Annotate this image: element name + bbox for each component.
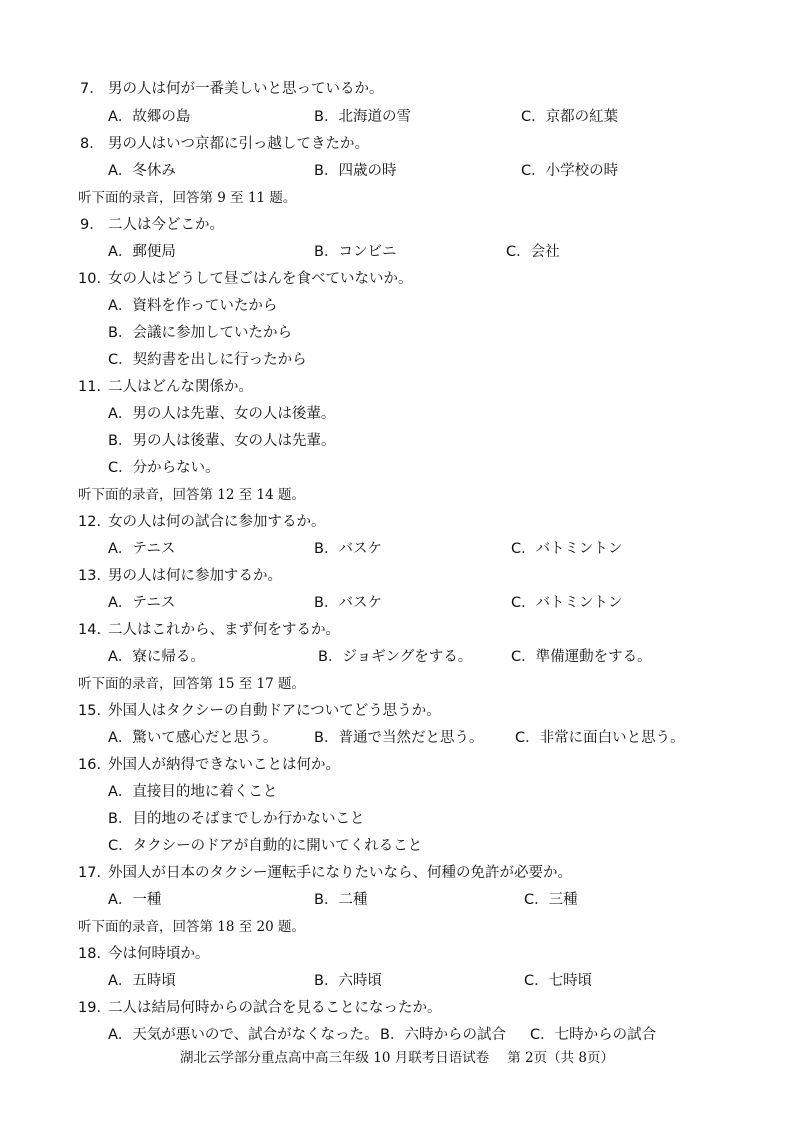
question-number: 12. <box>78 514 102 530</box>
option-a: A．直接目的地に着くこと <box>108 784 278 800</box>
question-text: 男の人は何が一番美しいと思っているか。 <box>108 81 384 97</box>
question-text: 今は何時頃か。 <box>108 946 210 962</box>
option-b: B．二種 <box>314 892 368 908</box>
option-c: C．分からない。 <box>108 460 220 476</box>
option-b: B．六時からの試合 <box>380 1027 506 1043</box>
option-c: C．準備運動をする。 <box>511 649 652 665</box>
question-number: 9． <box>80 217 104 233</box>
option-c: C．七時からの試合 <box>530 1027 657 1043</box>
question-number: 16. <box>78 757 102 773</box>
question-number: 10. <box>78 271 102 287</box>
question-number: 18. <box>78 946 102 962</box>
option-a: A．冬休み <box>108 163 176 179</box>
option-a: A．テニス <box>108 595 176 611</box>
listening-instruction: 听下面的录音，回答第 15 至 17 题。 <box>78 676 306 692</box>
option-b: B．六時頃 <box>314 973 382 989</box>
question-text: 外国人が日本のタクシー運転手になりたいなら、何種の免許が必要か。 <box>108 865 572 881</box>
option-a: A．天気が悪いので、試合がなくなった。 <box>108 1027 379 1043</box>
question-text: 二人はどんな関係か。 <box>108 379 253 395</box>
option-a: A．テニス <box>108 541 176 557</box>
option-a: A．五時頃 <box>108 973 176 989</box>
option-b: B．男の人は後輩、女の人は先輩。 <box>108 433 336 449</box>
option-c: C．契約書を出しに行ったから <box>108 352 307 368</box>
option-b: B．四歳の時 <box>314 163 397 179</box>
option-a: A．故郷の島 <box>108 109 191 125</box>
option-a: A．驚いて感心だと思う。 <box>108 730 278 746</box>
option-c: C．非常に面白いと思う。 <box>515 730 685 746</box>
option-b: B．ジョギングをする。 <box>318 649 473 665</box>
option-b: B．バスケ <box>314 595 382 611</box>
question-number: 7． <box>80 81 104 97</box>
listening-instruction: 听下面的录音，回答第 18 至 20 题。 <box>78 919 306 935</box>
question-text: 二人は今どこか。 <box>108 217 224 233</box>
option-c: C．京都の紅葉 <box>521 109 619 125</box>
option-c: C．小学校の時 <box>521 163 619 179</box>
option-c: C．三種 <box>524 892 578 908</box>
question-number: 19. <box>78 1000 102 1016</box>
question-text: 男の人はいつ京都に引っ越してきたか。 <box>108 136 369 152</box>
footer-title: 湖北云学部分重点高中高三年级 10 月联考日语试卷 <box>179 1050 490 1066</box>
page-footer <box>0 1046 794 1066</box>
option-b: B．北海道の雪 <box>314 109 411 125</box>
option-c: C．会社 <box>506 244 560 260</box>
footer-page-number: 第 2页（共 8页） <box>507 1050 615 1066</box>
option-a: A．寮に帰る。 <box>108 649 205 665</box>
option-c: C．バトミントン <box>511 595 623 611</box>
option-a: A．資料を作っていたから <box>108 298 278 314</box>
question-number: 14. <box>78 622 102 638</box>
question-number: 15. <box>78 703 102 719</box>
question-text: 二人はこれから、まず何をするか。 <box>108 622 340 638</box>
option-a: A．郵便局 <box>108 244 176 260</box>
listening-instruction: 听下面的录音，回答第 12 至 14 题。 <box>78 487 306 503</box>
option-c: C．バトミントン <box>511 541 623 557</box>
question-number: 17. <box>78 865 102 881</box>
option-b: B．会議に参加していたから <box>108 325 292 341</box>
listening-instruction: 听下面的录音，回答第 9 至 11 题。 <box>78 190 297 206</box>
question-text: 男の人は何に参加するか。 <box>108 568 282 584</box>
question-text: 二人は結局何時からの試合を見ることになったか。 <box>108 1000 442 1016</box>
question-text: 外国人はタクシーの自動ドアについてどう思うか。 <box>108 703 441 719</box>
question-number: 11. <box>78 379 102 395</box>
option-b: B．普通で当然だと思う。 <box>314 730 484 746</box>
question-number: 13. <box>78 568 102 584</box>
option-b: B．目的地のそばまでしか行かないこと <box>108 811 365 827</box>
option-b: B．バスケ <box>314 541 382 557</box>
question-text: 女の人は何の試合に参加するか。 <box>108 514 326 530</box>
option-a: A．男の人は先輩、女の人は後輩。 <box>108 406 336 422</box>
option-c: C．タクシーのドアが自動的に開いてくれること <box>108 838 423 854</box>
option-c: C．七時頃 <box>524 973 593 989</box>
question-text: 外国人が納得できないことは何か。 <box>108 757 340 773</box>
option-b: B．コンビニ <box>314 244 397 260</box>
option-a: A．一種 <box>108 892 162 908</box>
question-number: 8． <box>80 136 104 152</box>
question-text: 女の人はどうして昼ごはんを食べていないか。 <box>108 271 413 287</box>
